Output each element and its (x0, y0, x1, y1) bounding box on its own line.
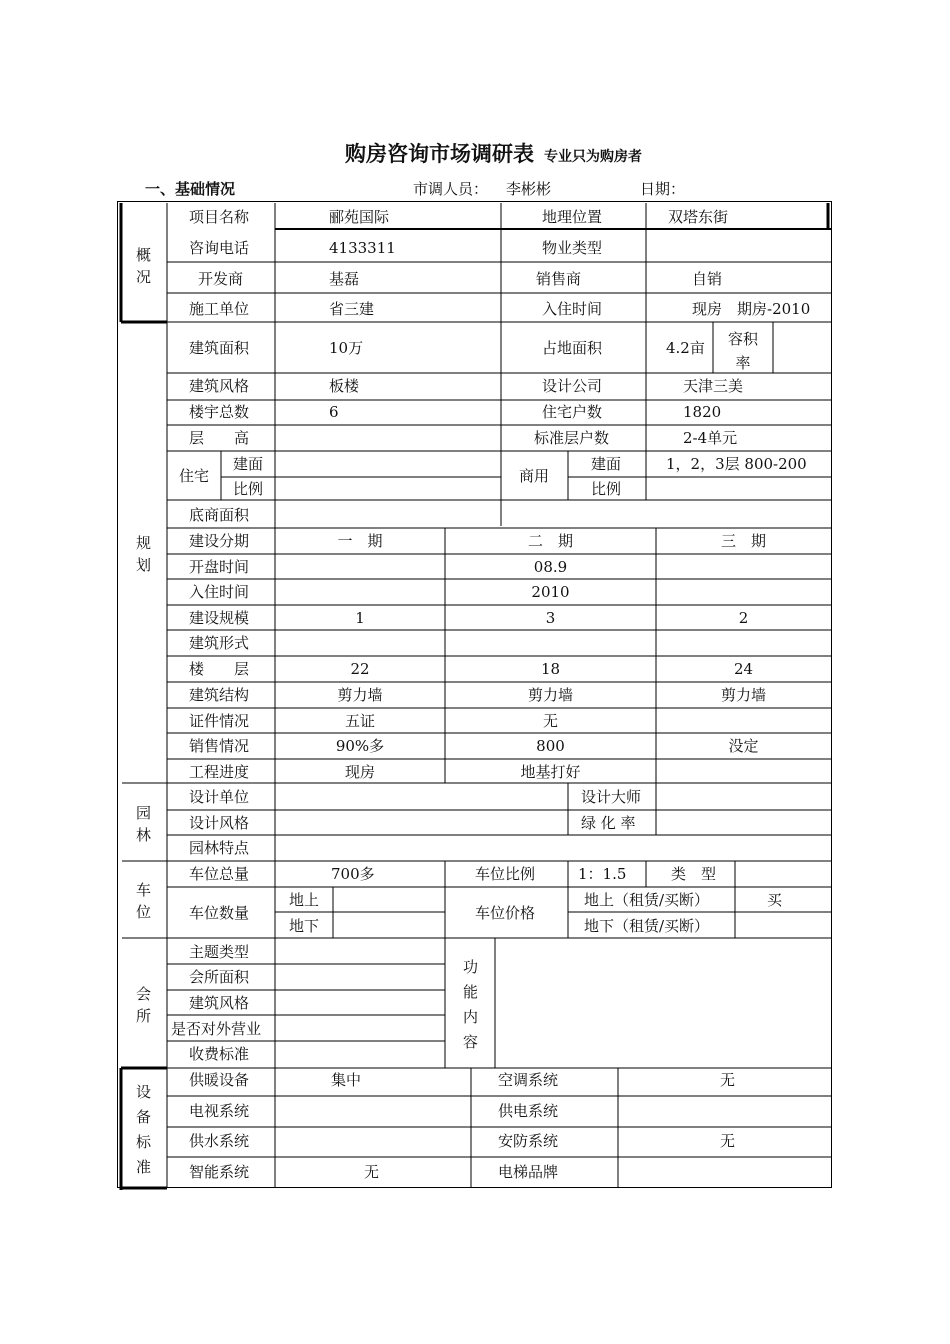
parking-price-label: 车位价格 (475, 904, 536, 922)
phase-2-cell[interactable]: 剪力墙 (527, 686, 573, 704)
seller-value[interactable]: 自销 (692, 270, 723, 288)
developer-value[interactable]: 基磊 (329, 270, 360, 288)
units-per-floor-value[interactable]: 2-4单元 (683, 429, 738, 447)
group-garden: 园林 (136, 804, 152, 844)
phase-2-cell[interactable]: 地基打好 (520, 763, 581, 781)
water-label: 供水系统 (189, 1132, 250, 1150)
section-heading: 一、基础情况 (145, 180, 236, 198)
residential-label: 住宅 (179, 467, 210, 485)
phase-row-label: 开盘时间 (189, 558, 250, 576)
phase-1-header: 一 期 (337, 532, 383, 550)
tv-label: 电视系统 (189, 1102, 250, 1120)
parking-total-label: 车位总量 (189, 865, 250, 883)
parking-below-label: 地下 (289, 917, 320, 935)
style-value[interactable]: 板楼 (329, 377, 360, 395)
property-type-label: 物业类型 (542, 239, 603, 257)
parking-count-label: 车位数量 (189, 904, 250, 922)
heating-value[interactable]: 集中 (331, 1071, 362, 1089)
buildings-label: 楼宇总数 (189, 403, 250, 421)
phase-3-cell[interactable]: 没定 (728, 737, 759, 755)
location-label: 地理位置 (542, 208, 603, 226)
garden-style-label: 设计风格 (189, 814, 250, 832)
project-name-label: 项目名称 (189, 208, 250, 226)
phase-3-header: 三 期 (720, 532, 766, 550)
floor-area-label: 建筑面积 (189, 339, 250, 357)
households-value[interactable]: 1820 (683, 403, 722, 421)
phase-2-cell[interactable]: 08.9 (533, 558, 568, 576)
res-area-label: 建面 (233, 455, 264, 473)
phase-1-cell[interactable]: 剪力墙 (337, 686, 383, 704)
phase-row-label: 销售情况 (189, 737, 250, 755)
builder-label: 施工单位 (189, 300, 250, 318)
phase-label: 建设分期 (189, 532, 250, 550)
group-planning: 规划 (136, 534, 152, 574)
res-ratio-label: 比例 (233, 480, 264, 498)
group-equipment: 设备标准 (136, 1083, 152, 1176)
date-label: 日期： (640, 180, 686, 198)
phase-2-cell[interactable]: 3 (545, 609, 556, 627)
com-area-value[interactable]: 1，2，3层 800-200 (666, 455, 807, 473)
phase-1-cell[interactable]: 90%多 (335, 737, 385, 755)
phase-2-cell[interactable]: 800 (536, 737, 565, 755)
phase-row-label: 建设规模 (189, 609, 250, 627)
move-in-value[interactable]: 现房 期房-2010 (692, 300, 811, 318)
page-subtitle: 专业只为购房者 (544, 149, 642, 165)
club-fee-label: 收费标准 (189, 1045, 250, 1063)
title-text: 购房咨询市场调研表 (345, 141, 534, 166)
parking-total-value[interactable]: 700多 (331, 865, 375, 883)
height-label: 层 高 (189, 429, 250, 447)
commercial-label: 商用 (519, 467, 550, 485)
phase-3-cell[interactable]: 剪力墙 (720, 686, 766, 704)
security-value[interactable]: 无 (720, 1132, 736, 1150)
land-area-value[interactable]: 4.2亩 (666, 339, 705, 357)
buildings-value[interactable]: 6 (329, 403, 339, 421)
parking-type-label: 类 型 (671, 865, 717, 883)
price-below-label: 地下（租赁/买断） (584, 917, 710, 935)
green-rate-label: 绿 化 率 (581, 814, 636, 832)
parking-above-label: 地上 (289, 891, 320, 909)
club-function-label: 功能内容 (463, 958, 479, 1051)
group-parking: 车位 (136, 881, 152, 921)
ac-label: 空调系统 (498, 1071, 559, 1089)
club-theme-label: 主题类型 (189, 943, 250, 961)
group-clubhouse: 会所 (136, 985, 152, 1025)
price-above-label: 地上（租赁/买断） (584, 891, 710, 909)
phase-row-label: 建筑结构 (189, 686, 250, 704)
households-label: 住宅户数 (542, 403, 603, 421)
price-above-value[interactable]: 买 (767, 891, 783, 909)
project-name-value[interactable]: 郦苑国际 (329, 208, 390, 226)
club-area-label: 会所面积 (189, 968, 250, 986)
com-ratio-label: 比例 (591, 480, 622, 498)
smart-label: 智能系统 (189, 1163, 250, 1181)
design-unit-label: 设计单位 (189, 788, 250, 806)
phase-3-cell[interactable]: 24 (733, 660, 754, 678)
phone-label: 咨询电话 (189, 239, 250, 257)
phase-row-label: 入住时间 (189, 583, 250, 601)
smart-value[interactable]: 无 (364, 1163, 380, 1181)
move-in-label: 入住时间 (542, 300, 603, 318)
phone-value[interactable]: 4133311 (329, 239, 396, 257)
phase-row-label: 工程进度 (189, 763, 250, 781)
phase-2-cell[interactable]: 2010 (531, 583, 570, 601)
location-value[interactable]: 双塔东街 (668, 208, 729, 226)
phase-2-cell[interactable]: 无 (542, 712, 558, 730)
far-label: 容积率 (727, 330, 758, 372)
club-open-label: 是否对外营业 (171, 1020, 262, 1038)
surveyor-label: 市调人员： (413, 180, 489, 198)
phase-1-cell[interactable]: 现房 (344, 763, 375, 781)
style-label: 建筑风格 (189, 377, 250, 395)
units-per-floor-label: 标准层户数 (534, 429, 610, 447)
phase-2-header: 二 期 (527, 532, 573, 550)
phase-1-cell[interactable]: 22 (350, 660, 370, 678)
club-style-label: 建筑风格 (189, 994, 250, 1012)
bottom-area-label: 底商面积 (189, 506, 250, 524)
power-label: 供电系统 (498, 1102, 559, 1120)
phase-1-cell[interactable]: 1 (355, 609, 365, 627)
parking-ratio-value[interactable]: 1：1.5 (578, 865, 627, 883)
seller-label: 销售商 (536, 270, 582, 288)
parking-ratio-label: 车位比例 (475, 865, 536, 883)
com-area-label: 建面 (591, 455, 622, 473)
elevator-label: 电梯品牌 (498, 1163, 559, 1181)
ac-value[interactable]: 无 (720, 1071, 736, 1089)
designer-label: 设计大师 (581, 788, 642, 806)
floor-area-value[interactable]: 10万 (329, 339, 364, 357)
developer-label: 开发商 (198, 270, 244, 288)
heating-label: 供暖设备 (189, 1071, 250, 1089)
phase-row-label: 建筑形式 (189, 634, 250, 652)
phase-row-label: 证件情况 (189, 712, 250, 730)
security-label: 安防系统 (498, 1132, 559, 1150)
design-company-label: 设计公司 (542, 377, 603, 395)
phase-2-cell[interactable]: 18 (540, 660, 561, 678)
land-area-label: 占地面积 (542, 339, 603, 357)
builder-value[interactable]: 省三建 (329, 300, 375, 318)
phase-3-cell[interactable]: 2 (738, 609, 749, 627)
garden-features-label: 园林特点 (189, 839, 250, 857)
design-company-value[interactable]: 天津三美 (683, 377, 744, 395)
phase-row-label: 楼 层 (189, 660, 250, 678)
surveyor-name: 李彬彬 (506, 180, 552, 198)
phase-1-cell[interactable]: 五证 (344, 712, 375, 730)
group-overview: 概况 (136, 246, 152, 286)
